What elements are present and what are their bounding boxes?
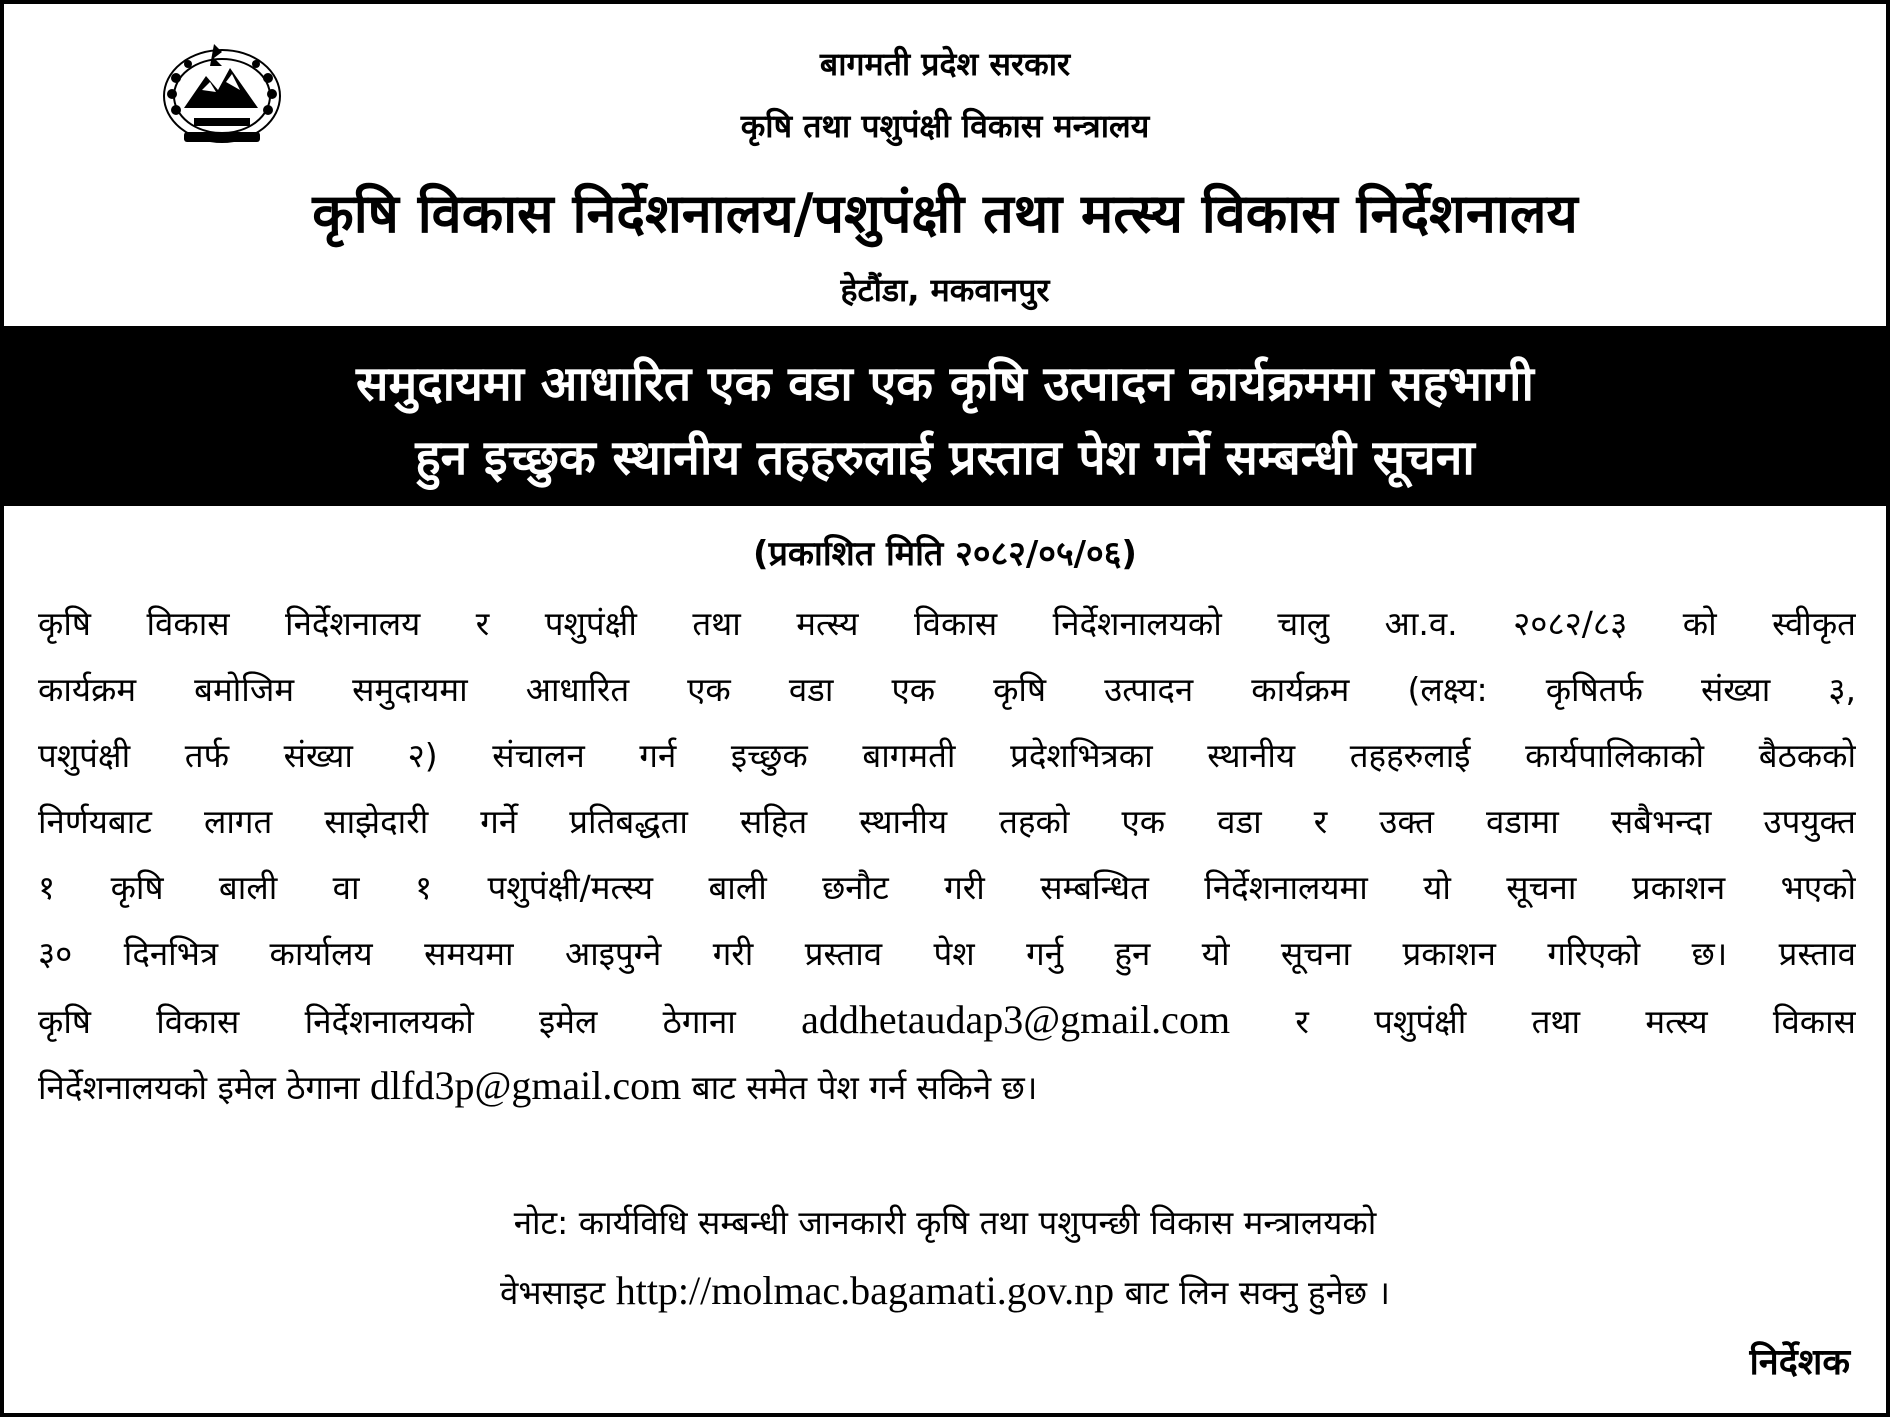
- note-text: बाट लिन सक्नु हुनेछ ।: [1114, 1273, 1391, 1312]
- body-line-email-1: [38, 998, 1856, 1044]
- body-line-email-2: [38, 1064, 1856, 1110]
- body-text: निर्देशनालयको इमेल ठेगाना: [38, 1068, 371, 1107]
- office-location: हेटौंडा, मकवानपुर: [840, 271, 1050, 309]
- notice-title-line-1: समुदायमा आधारित एक वडा एक कृषि उत्पादन कार्यक्रममा सहभागी: [356, 356, 1534, 412]
- body-line: कार्यक्रम बमोजिम समुदायमा आधारित एक वडा एक कृषि उत्पादन कार्यक्रम (लक्ष्य: कृषितर्फ संख्या ३,: [38, 670, 1856, 709]
- body-line: निर्णयबाट लागत साझेदारी गर्ने प्रतिबद्धता सहित स्थानीय तहको एक वडा र उक्त वडामा सबैभन्दा उपयुक्त: [38, 802, 1856, 841]
- body-line: १ कृषि बाली वा १ पशुपंक्षी/मत्स्य बाली छनौट गरी सम्बन्धित निर्देशनालयमा यो सूचना प्रकाशन भएको: [38, 868, 1856, 907]
- livestock-directorate-email[interactable]: dlfd3p@gmail.com: [370, 1064, 682, 1108]
- directorate-name: कृषि विकास निर्देशनालय/पशुपंक्षी तथा मत्स्य विकास निर्देशनालय: [312, 182, 1578, 245]
- body-line: कृषि विकास निर्देशनालय र पशुपंक्षी तथा मत्स्य विकास निर्देशनालयको चालु आ.व. २०८२/८३ को स्वीकृत: [38, 604, 1856, 643]
- province-government-title: बागमती प्रदेश सरकार: [819, 45, 1071, 83]
- ministry-website-link[interactable]: http://molmac.bagamati.gov.np: [615, 1268, 1115, 1313]
- note-line-2: [4, 1267, 1886, 1314]
- note-text: वेभसाइट: [499, 1273, 616, 1312]
- notice-title-banner: [4, 326, 1886, 506]
- body-text: बाट समेत पेश गर्न सकिने छ।: [681, 1068, 1038, 1107]
- signatory-title: निर्देशक: [1749, 1342, 1850, 1383]
- notice-title-line-2: हुन इच्छुक स्थानीय तहहरुलाई प्रस्ताव पेश गर्ने सम्बन्धी सूचना: [415, 430, 1475, 486]
- body-text: र पशुपंक्षी तथा मत्स्य विकास: [1230, 1002, 1856, 1041]
- body-text: कृषि विकास निर्देशनालयको इमेल ठेगाना: [38, 1002, 802, 1041]
- body-line: पशुपंक्षी तर्फ संख्या २) संचालन गर्न इच्छुक बागमती प्रदेशभित्रका स्थानीय तहहरुलाई कार्यपालिकाको बैठकको: [38, 736, 1856, 775]
- notice-header: [4, 4, 1886, 326]
- ministry-name: कृषि तथा पशुपंक्षी विकास मन्त्रालय: [740, 107, 1150, 145]
- note-line-1: नोट: कार्यविधि सम्बन्धी जानकारी कृषि तथा पशुपन्छी विकास मन्त्रालयको: [513, 1203, 1377, 1242]
- publication-date: (प्रकाशित मिति २०८२/०५/०६): [753, 534, 1137, 574]
- agriculture-directorate-email[interactable]: addhetaudap3@gmail.com: [801, 998, 1231, 1042]
- body-line: ३० दिनभित्र कार्यालय समयमा आइपुग्ने गरी प्रस्ताव पेश गर्नु हुन यो सूचना प्रकाशन गरिएको छ। प्रस्ताव: [38, 934, 1856, 973]
